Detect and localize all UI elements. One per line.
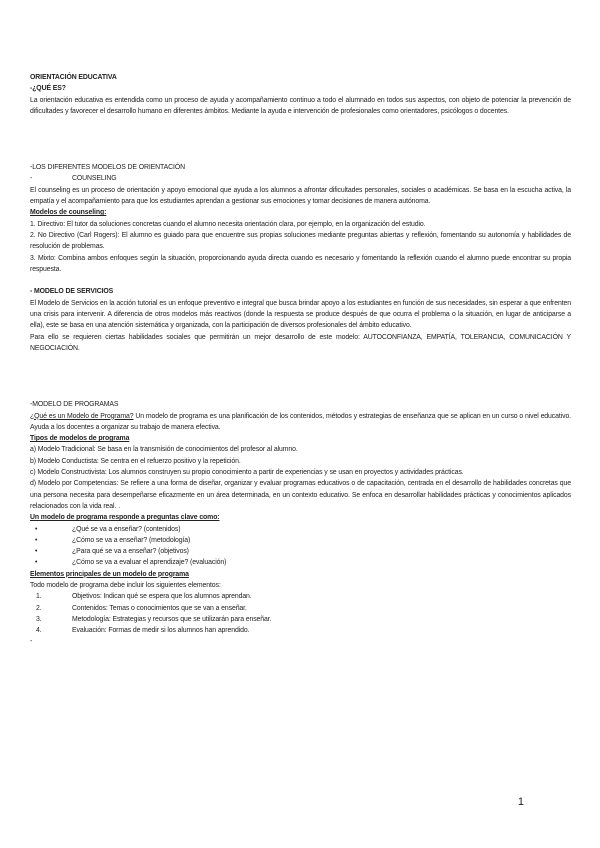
counseling-item: 1. Directivo: El tutor da soluciones concretas cuando el alumno necesita orientación clara, por ejemplo, en la organización del estudio.	[30, 220, 426, 228]
question-item	[30, 546, 571, 557]
bullet-icon: •	[35, 559, 38, 567]
element-item	[30, 603, 571, 614]
element-text: Evaluación: Formas de medir si los alumnos han aprendido.	[72, 627, 250, 635]
element-text: Objetivos: Indican qué se espera que los alumnos aprendan.	[72, 593, 252, 601]
services-paragraph: El Modelo de Servicios en la acción tutorial es un enfoque preventivo e integral que busca brindar apoyo a los estudiantes en función de sus necesidades, sin esperar a que enfrenten una crisis para intervenir. A diferencia de otros modelos más reactivos (donde la respuesta se produce después de que ocurra el problema o la situación, en lugar de anticiparse a ella), este se basa en una atención sistemática y organizada, con la participación de diversos profesionales del ámbito educativo.	[30, 299, 571, 330]
services-heading: - MODELO DE SERVICIOS	[30, 288, 114, 296]
counseling-dash: -	[30, 175, 33, 183]
elements-intro: Todo modelo de programa debe incluir los siguientes elementos:	[30, 581, 221, 589]
programs-question: ¿Qué es un Modelo de Programa?	[30, 412, 134, 420]
question-item	[30, 524, 571, 535]
bullet-icon: •	[35, 536, 38, 544]
types-title: Tipos de modelos de programa	[30, 435, 130, 443]
element-text: Metodología: Estrategias y recursos que se utilizarán para enseñar.	[72, 615, 272, 623]
type-item: a) Modelo Tradicional: Se basa en la transmisión de conocimientos del profesor al alumno.	[30, 446, 298, 454]
question-item	[30, 535, 571, 546]
bullet-icon: •	[35, 548, 38, 556]
elements-title: Elementos principales de un modelo de programa	[30, 570, 189, 578]
bullet-icon: •	[35, 525, 38, 533]
trailing-dash: -	[30, 638, 33, 646]
intro-paragraph: La orientación educativa es entendida como un proceso de ayuda y acompañamiento continuo a todo el alumnado en todos sus aspectos, con objeto de potenciar la prevención de dificultades y favorecer el desarrollo humano en diferentes ámbitos. Mediante la ayuda e intervención de profesionales como orientadores, psicólogos o docentes.	[30, 96, 571, 115]
counseling-models-title: Modelos de counseling:	[30, 209, 107, 217]
type-item: b) Modelo Conductista: Se centra en el refuerzo positivo y la repetición.	[30, 457, 241, 465]
element-number: 3.	[36, 615, 42, 623]
question-item	[30, 557, 571, 568]
document-title: ORIENTACIÓN EDUCATIVA	[30, 74, 117, 81]
question-text: ¿Para qué se va a enseñar? (objetivos)	[72, 548, 189, 556]
element-number: 4.	[36, 627, 42, 635]
question-text: ¿Cómo se va a enseñar? (metodología)	[72, 536, 191, 544]
counseling-item: 3. Mixto: Combina ambos enfoques según la situación, proporcionando ayuda directa cuando es necesario y fomentando la reflexión cuando el alumno puede encontrar su propia respuesta.	[30, 254, 571, 273]
questions-title: Un modelo de programa responde a preguntas clave como:	[30, 514, 220, 522]
document-body	[30, 72, 571, 648]
models-heading: -LOS DIFERENTES MODELOS DE ORIENTACIÓN	[30, 164, 185, 172]
element-item	[30, 591, 571, 602]
element-number: 2.	[36, 604, 42, 612]
element-text: Contenidos: Temas o conocimientos que se van a enseñar.	[72, 604, 247, 612]
element-item	[30, 625, 571, 636]
counseling-heading	[30, 173, 571, 184]
counseling-title: COUNSELING	[72, 175, 117, 183]
services-skills: Para ello se requieren ciertas habilidades sociales que permitirán un mejor desarrollo de este modelo: AUTOCONFIANZA, EMPATÍA, TOLERANCIA, COMUNICACIÓN Y NEGOCIACIÓN.	[30, 333, 571, 352]
question-text: ¿Qué se va a enseñar? (contenidos)	[72, 525, 181, 533]
what-heading: -¿QUÉ ES?	[30, 85, 66, 93]
element-item	[30, 614, 571, 625]
programs-definition: Un modelo de programa es una planificación de los contenidos, métodos y estrategias de enseñanza que se aplican en un curso o nivel educativo. Ayuda a los docentes a organizar su trabajo de manera efectiva.	[30, 412, 571, 431]
programs-definition-paragraph	[30, 411, 571, 434]
type-item: c) Modelo Constructivista: Los alumnos construyen su propio conocimiento a partir de experiencias y se usan en proyectos y actividades prácticas.	[30, 469, 464, 477]
counseling-item: 2. No Directivo (Carl Rogers): El alumno es guiado para que encuentre sus propias soluciones mediante preguntas abiertas y reflexión, fomentando su autonomía y habilidades de resolución de problemas.	[30, 231, 571, 251]
type-item: d) Modelo por Competencias: Se refiere a una forma de diseñar, organizar y evaluar programas educativos o de capacitación, centrada en el desarrollo de habilidades concretas que una persona necesita para desempeñarse eficazmente en un área determinada, en un contexto educativo. Se enfoca en desarrollar habilidades prácticas y conocimientos aplicados relacionados con la vida real. .	[30, 480, 571, 510]
question-text: ¿Cómo se va a evaluar el aprendizaje? (evaluación)	[72, 559, 227, 567]
element-number: 1.	[36, 593, 42, 601]
counseling-paragraph: El counseling es un proceso de orientación y apoyo emocional que ayuda a los alumnos a afrontar dificultades personales, sociales o académicas. Se basa en la escucha activa, la empatía y el acompañamiento para que los estudiantes aprendan a gestionar sus emociones y tomar decisiones de manera autónoma.	[30, 186, 571, 206]
programs-heading: -MODELO DE PROGRAMAS	[30, 401, 119, 409]
page-number: 1	[517, 796, 524, 808]
